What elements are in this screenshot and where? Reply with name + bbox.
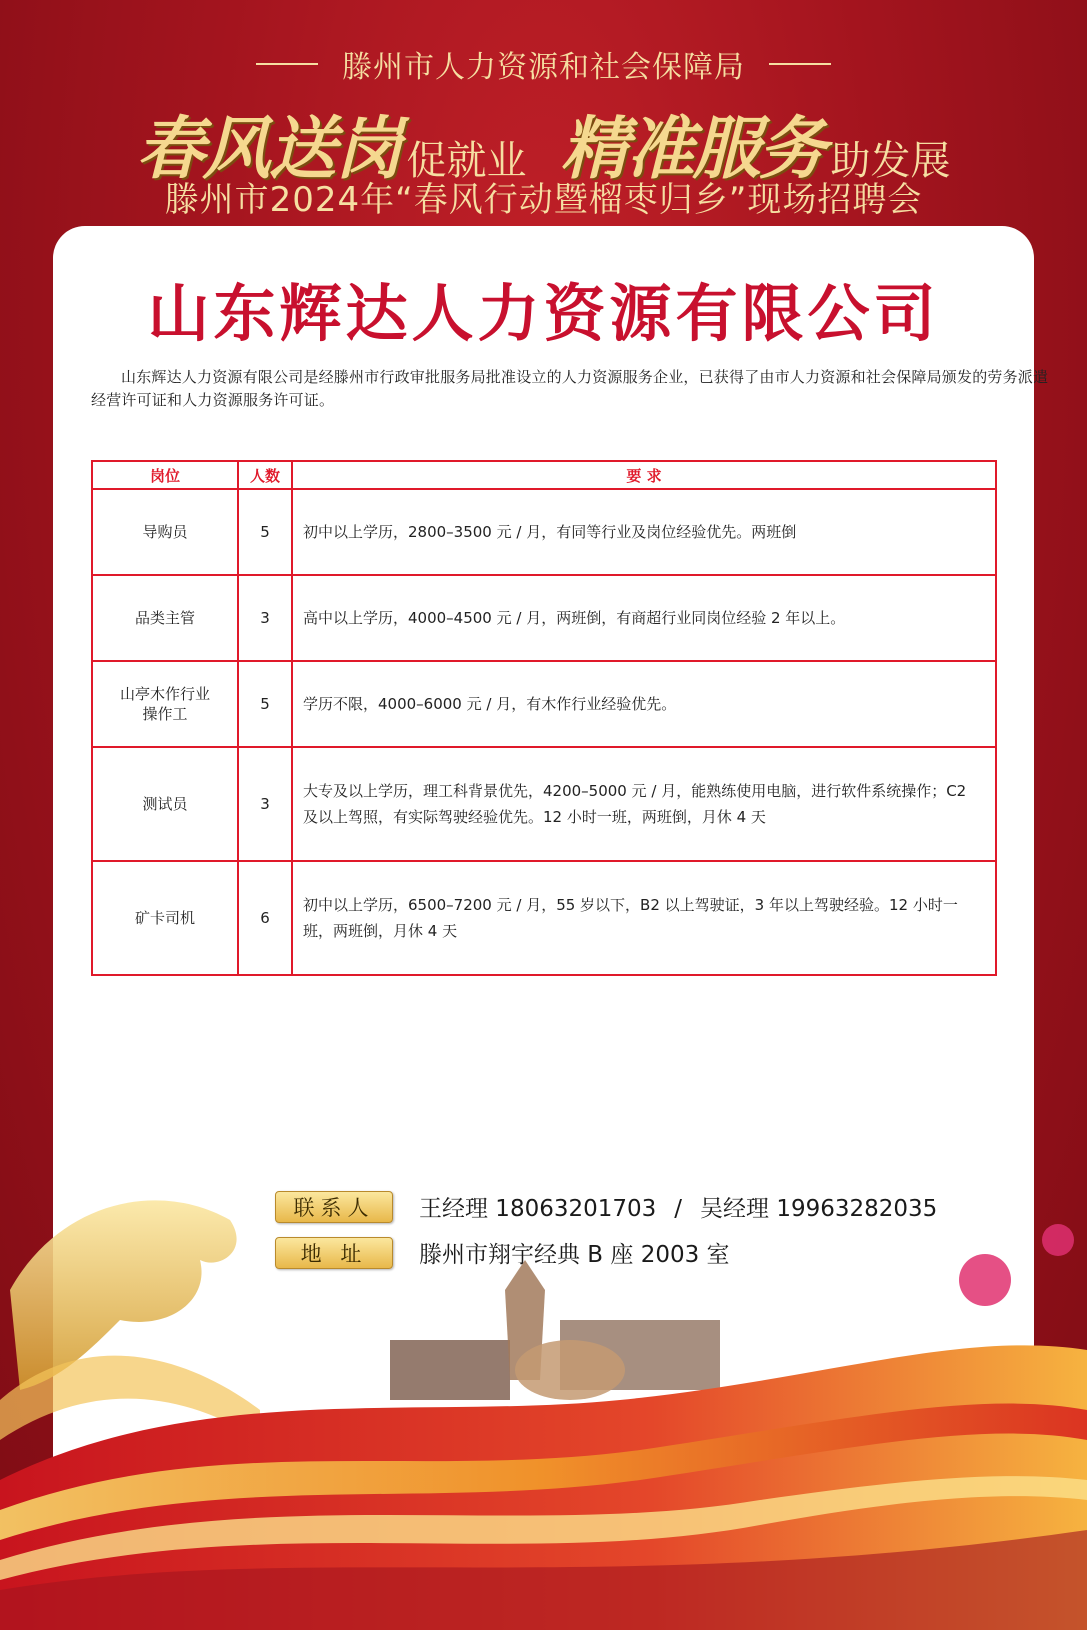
job-count: 6 [238, 861, 292, 975]
organizer-line [0, 42, 1087, 86]
contact-person-1: 王经理 18063201703 [419, 1196, 657, 1222]
table-header-row [92, 461, 996, 489]
job-position: 品类主管 [92, 575, 238, 661]
job-count: 5 [238, 489, 292, 575]
job-requirements: 大专及以上学历，理工科背景优先，4200–5000 元 / 月，能熟练使用电脑，进行软件系统操作；C2 及以上驾照，有实际驾驶经验优先。12 小时一班，两班倒，月休 4 天 [292, 747, 996, 861]
job-requirements: 初中以上学历，6500–7200 元 / 月，55 岁以下，B2 以上驾驶证，3 年以上驾驶经验。12 小时一班，两班倒，月休 4 天 [292, 861, 996, 975]
job-position: 测试员 [92, 747, 238, 861]
slogan-big-2: 精准服务 [560, 109, 825, 189]
event-title: 滕州市2024年“春风行动暨榴枣归乡”现场招聘会 [164, 180, 923, 220]
building-icon [390, 1340, 510, 1400]
address-value: 滕州市翔宇经典 B 座 2003 室 [419, 1242, 730, 1268]
table-row [92, 661, 996, 747]
header-count: 人数 [238, 461, 292, 489]
left-dash [256, 63, 318, 65]
job-position: 矿卡司机 [92, 861, 238, 975]
address-label: 地 址 [275, 1237, 393, 1269]
job-position: 导购员 [92, 489, 238, 575]
header-position: 岗位 [92, 461, 238, 489]
table-row [92, 489, 996, 575]
contact-separator: / [674, 1196, 683, 1222]
organizer-name: 滕州市人力资源和社会保障局 [342, 50, 745, 85]
contact-row [275, 1190, 937, 1223]
address-row [275, 1236, 730, 1269]
job-requirements: 学历不限，4000–6000 元 / 月，有木作行业经验优先。 [292, 661, 996, 747]
company-name: 山东辉达人力资源有限公司 [147, 277, 940, 350]
contact-label: 联系人 [275, 1191, 393, 1223]
jobs-table [91, 460, 997, 976]
slogan-big-1: 春风送岗 [136, 109, 401, 189]
job-position-text: 山亭木作行业操作工 [119, 685, 210, 723]
slogan-small-2: 助发展 [830, 138, 951, 184]
job-count: 3 [238, 747, 292, 861]
table-row [92, 861, 996, 975]
company-intro: 山东辉达人力资源有限公司是经滕州市行政审批服务局批准设立的人力资源服务企业，已获得了由市人力资源和社会保障局颁发的劳务派遣经营许可证和人力资源服务许可证。 [91, 368, 1049, 409]
table-row [92, 747, 996, 861]
contact-person-2: 吴经理 19963282035 [700, 1196, 938, 1222]
job-count: 3 [238, 575, 292, 661]
job-count: 5 [238, 661, 292, 747]
header-requirements: 要 求 [292, 461, 996, 489]
contact-value [419, 1190, 937, 1223]
slogan-small-1: 促就业 [406, 138, 527, 184]
lotus-icon [959, 1254, 1011, 1306]
statue-icon [515, 1340, 625, 1400]
job-position [92, 661, 238, 747]
job-requirements: 高中以上学历，4000–4500 元 / 月，两班倒，有商超行业同岗位经验 2 年以上。 [292, 575, 996, 661]
right-dash [769, 63, 831, 65]
table-row [92, 575, 996, 661]
job-requirements: 初中以上学历，2800–3500 元 / 月，有同等行业及岗位经验优先。两班倒 [292, 489, 996, 575]
